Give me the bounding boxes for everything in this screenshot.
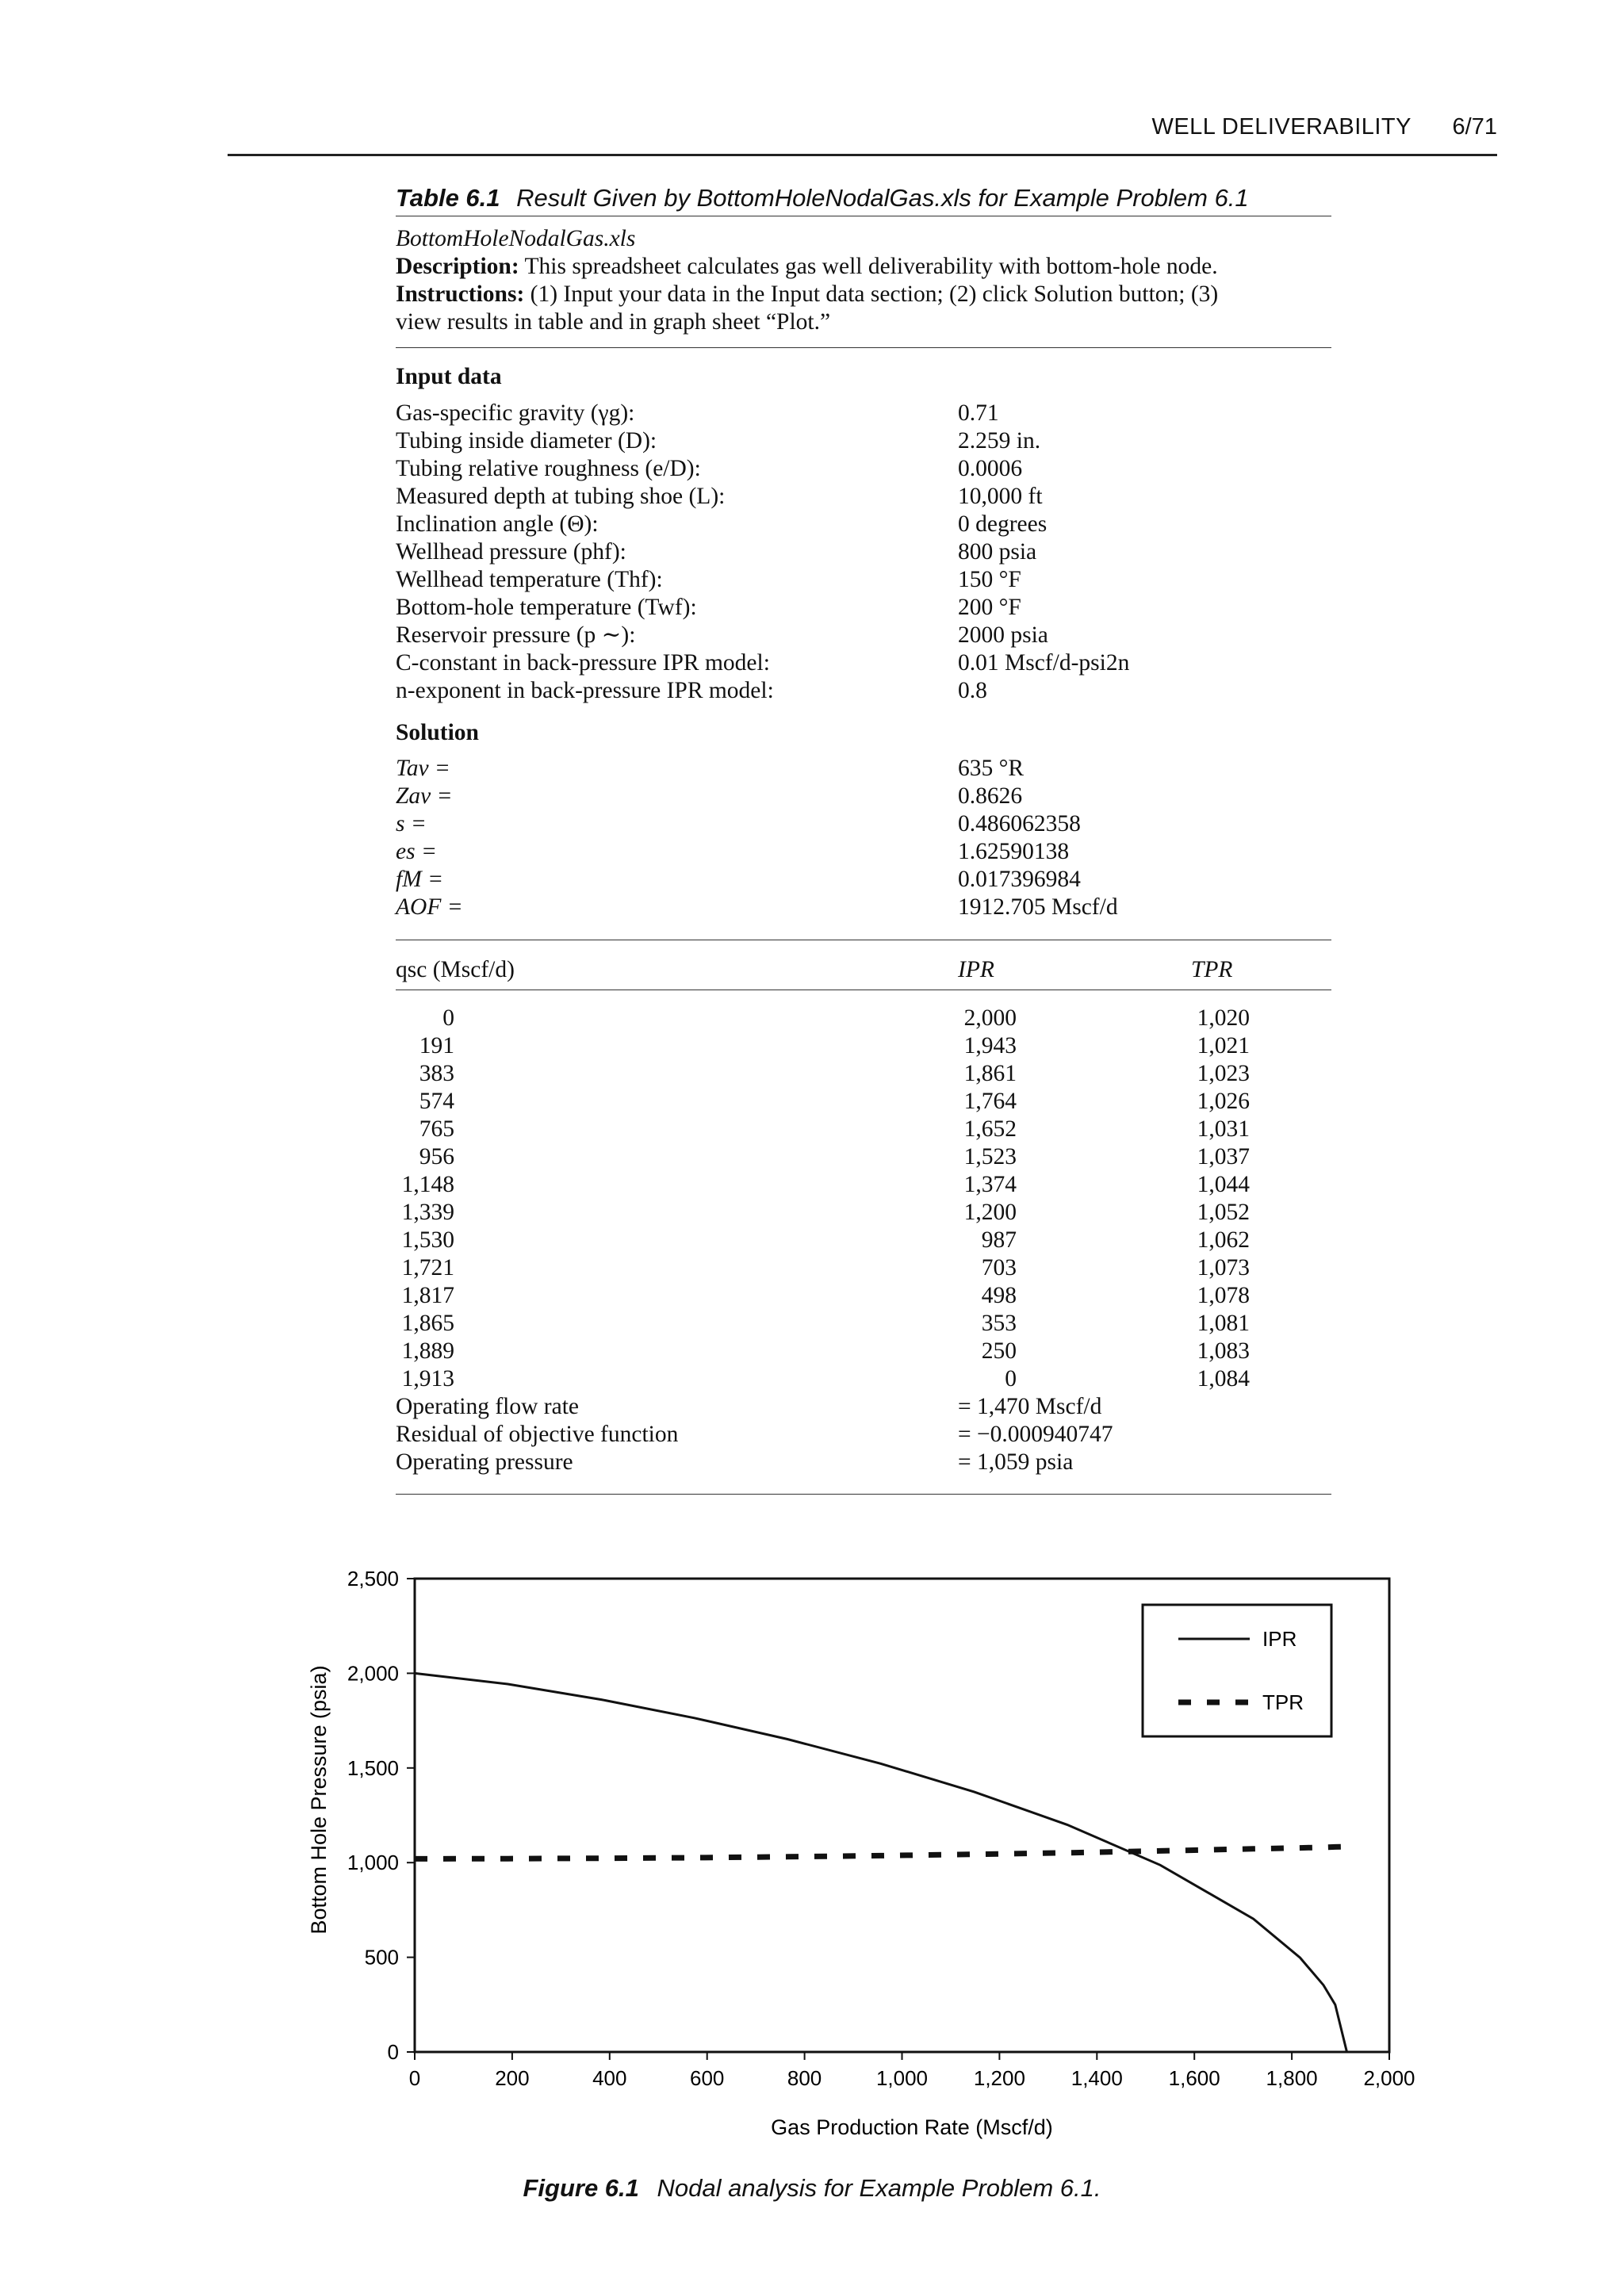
y-tick-label: 2,500 — [347, 1567, 399, 1591]
cell-tpr: 1,023 — [1197, 1061, 1250, 1086]
cell-q: 1,721 — [401, 1255, 454, 1280]
cell-tpr: 1,062 — [1197, 1227, 1250, 1253]
y-tick-label: 1,500 — [347, 1755, 399, 1780]
y-tick-label: 0 — [387, 2040, 399, 2064]
cell-q: 191 — [419, 1033, 454, 1058]
cell-tpr: 1,044 — [1197, 1172, 1250, 1197]
summary-label: Operating pressure — [396, 1449, 573, 1475]
input-value: 0.0006 — [958, 456, 1023, 481]
cell-q: 1,913 — [401, 1366, 454, 1391]
figure-caption — [0, 2174, 1624, 2203]
cell-tpr: 1,073 — [1197, 1255, 1250, 1280]
solution-label: fM = — [396, 867, 444, 892]
instructions-text: (1) Input your data in the Input data section; (2) click Solution button; (3) — [530, 281, 1219, 307]
series-line-tpr — [415, 1847, 1347, 1859]
cell-ipr: 1,652 — [963, 1116, 1017, 1142]
solution-heading: Solution — [396, 720, 479, 745]
input-value: 800 psia — [958, 539, 1037, 565]
cell-tpr: 1,026 — [1197, 1089, 1250, 1114]
cell-q: 574 — [419, 1089, 454, 1114]
y-axis-label: Bottom Hole Pressure (psia) — [307, 1665, 331, 1935]
table-caption-label: Table 6.1 — [396, 184, 500, 212]
input-label: Measured depth at tubing shoe (L): — [396, 484, 726, 509]
cell-tpr: 1,078 — [1197, 1283, 1250, 1308]
solution-value: 1.62590138 — [958, 839, 1070, 864]
cell-q: 1,889 — [401, 1338, 454, 1364]
x-axis-label: Gas Production Rate (Mscf/d) — [771, 2115, 1053, 2139]
solution-value: 1912.705 Mscf/d — [958, 894, 1118, 920]
legend-label-tpr: TPR — [1262, 1690, 1304, 1714]
input-value: 150 °F — [958, 567, 1021, 592]
cell-q: 1,148 — [401, 1172, 454, 1197]
cell-ipr: 2,000 — [963, 1005, 1017, 1031]
x-tick-label: 1,400 — [1071, 2066, 1123, 2090]
cell-ipr: 1,764 — [963, 1089, 1017, 1114]
y-tick-label: 2,000 — [347, 1661, 399, 1686]
input-value: 2000 psia — [958, 622, 1048, 648]
cell-q: 1,817 — [401, 1283, 454, 1308]
cell-ipr: 498 — [981, 1283, 1017, 1308]
cell-q: 765 — [419, 1116, 454, 1142]
legend-box — [1143, 1605, 1331, 1736]
solution-value: 635 °R — [958, 756, 1025, 781]
input-label: n-exponent in back-pressure IPR model: — [396, 678, 774, 703]
cell-tpr: 1,083 — [1197, 1338, 1250, 1364]
input-value: 10,000 ft — [958, 484, 1043, 509]
input-label: Wellhead pressure (phf): — [396, 539, 626, 565]
y-tick-label: 1,000 — [347, 1851, 399, 1875]
cell-ipr: 703 — [981, 1255, 1017, 1280]
cell-tpr: 1,020 — [1197, 1005, 1250, 1031]
cell-tpr: 1,081 — [1197, 1311, 1250, 1336]
cell-ipr: 1,200 — [963, 1200, 1017, 1225]
input-label: C-constant in back-pressure IPR model: — [396, 650, 770, 676]
x-tick-label: 200 — [495, 2066, 530, 2090]
input-label: Reservoir pressure (p ∼): — [396, 622, 636, 648]
cell-ipr: 1,943 — [963, 1033, 1017, 1058]
input-value: 2.259 in. — [958, 428, 1041, 454]
results-header-ipr: IPR — [958, 957, 994, 982]
summary-label: Operating flow rate — [396, 1394, 579, 1419]
x-tick-label: 400 — [592, 2066, 627, 2090]
page-number: 6/71 — [1452, 114, 1497, 140]
input-label: Wellhead temperature (Thf): — [396, 567, 663, 592]
input-value: 200 °F — [958, 595, 1021, 620]
input-label: Tubing relative roughness (e/D): — [396, 456, 701, 481]
cell-tpr: 1,052 — [1197, 1200, 1250, 1225]
cell-q: 1,339 — [401, 1200, 454, 1225]
input-label: Gas-specific gravity (γg): — [396, 400, 635, 426]
x-tick-label: 600 — [690, 2066, 725, 2090]
legend-label-ipr: IPR — [1262, 1627, 1297, 1651]
cell-q: 1,530 — [401, 1227, 454, 1253]
cell-q: 1,865 — [401, 1311, 454, 1336]
x-tick-label: 0 — [408, 2066, 421, 2090]
cell-tpr: 1,021 — [1197, 1033, 1250, 1058]
figure-caption-label: Figure 6.1 — [523, 2174, 639, 2202]
table-caption-text: Result Given by BottomHoleNodalGas.xls for Example Problem 6.1 — [516, 184, 1249, 212]
cell-ipr: 250 — [981, 1338, 1017, 1364]
cell-q: 383 — [419, 1061, 454, 1086]
x-tick-label: 1,800 — [1266, 2066, 1318, 2090]
x-tick-label: 1,200 — [973, 2066, 1025, 2090]
description-label: Description: — [396, 254, 519, 279]
instructions-text-2: view results in table and in graph sheet “Plot.” — [396, 309, 831, 335]
section-title: WELL DELIVERABILITY — [1151, 114, 1411, 140]
cell-q: 956 — [419, 1144, 454, 1169]
solution-value: 0.017396984 — [958, 867, 1081, 892]
input-data-heading: Input data — [396, 364, 502, 389]
cell-ipr: 353 — [981, 1311, 1017, 1336]
y-tick-label: 500 — [364, 1945, 399, 1970]
cell-tpr: 1,037 — [1197, 1144, 1250, 1169]
cell-tpr: 1,031 — [1197, 1116, 1250, 1142]
solution-label: s = — [396, 811, 427, 836]
cell-ipr: 0 — [1005, 1366, 1017, 1391]
x-tick-label: 2,000 — [1363, 2066, 1415, 2090]
cell-q: 0 — [442, 1005, 454, 1031]
input-value: 0.71 — [958, 400, 999, 426]
summary-value: = 1,470 Mscf/d — [958, 1394, 1102, 1419]
x-tick-label: 1,600 — [1168, 2066, 1220, 2090]
input-label: Tubing inside diameter (D): — [396, 428, 657, 454]
cell-ipr: 1,861 — [963, 1061, 1017, 1086]
results-header-q: qsc (Mscf/d) — [396, 957, 515, 982]
solution-label: es = — [396, 839, 437, 864]
solution-value: 0.486062358 — [958, 811, 1081, 836]
instructions-label: Instructions: — [396, 281, 525, 307]
cell-ipr: 987 — [981, 1227, 1017, 1253]
input-label: Bottom-hole temperature (Twf): — [396, 595, 697, 620]
input-value: 0.8 — [958, 678, 987, 703]
solution-label: AOF = — [396, 894, 463, 920]
description-text: This spreadsheet calculates gas well deliverability with bottom-hole node. — [524, 254, 1218, 279]
input-value: 0 degrees — [958, 511, 1048, 537]
input-label: Inclination angle (Θ): — [396, 511, 599, 537]
input-value: 0.01 Mscf/d-psi2n — [958, 650, 1130, 676]
cell-tpr: 1,084 — [1197, 1366, 1250, 1391]
solution-label: Tav = — [396, 756, 450, 781]
x-tick-label: 800 — [787, 2066, 822, 2090]
summary-value: = −0.000940747 — [958, 1422, 1113, 1447]
summary-value: = 1,059 psia — [958, 1449, 1074, 1475]
solution-label: Zav = — [396, 783, 453, 809]
figure-caption-text: Nodal analysis for Example Problem 6.1. — [657, 2174, 1101, 2202]
solution-value: 0.8626 — [958, 783, 1023, 809]
cell-ipr: 1,523 — [963, 1144, 1017, 1169]
summary-label: Residual of objective function — [396, 1422, 679, 1447]
results-header-tpr: TPR — [1191, 957, 1233, 982]
file-name: BottomHoleNodalGas.xls — [396, 226, 636, 251]
x-tick-label: 1,000 — [875, 2066, 929, 2090]
cell-ipr: 1,374 — [963, 1172, 1017, 1197]
